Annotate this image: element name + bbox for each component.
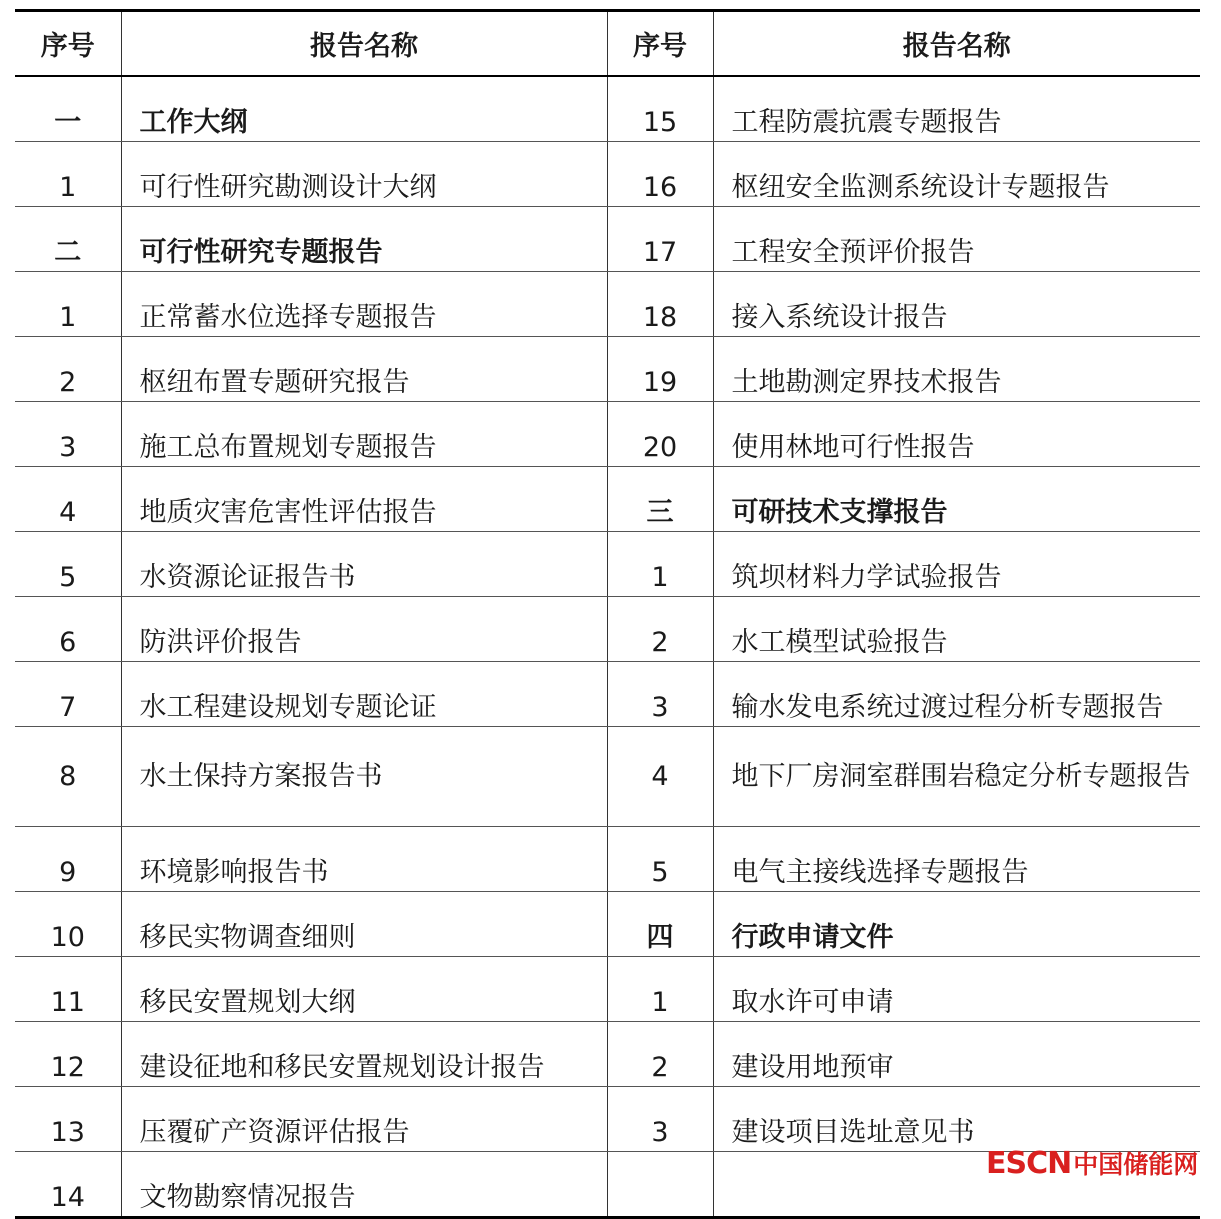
table-row: [15, 892, 1200, 957]
left-report-name-cell: 枢纽布置专题研究报告: [121, 337, 607, 402]
table-row: [15, 76, 1200, 142]
left-report-name-cell: 正常蓄水位选择专题报告: [121, 272, 607, 337]
left-report-name-cell: 可行性研究专题报告: [121, 207, 607, 272]
table-row: [15, 1022, 1200, 1087]
right-seq-cell: 2: [607, 597, 713, 662]
left-report-name-cell: 防洪评价报告: [121, 597, 607, 662]
left-seq-cell: 10: [15, 892, 121, 957]
right-seq-cell: 20: [607, 402, 713, 467]
table-row: [15, 532, 1200, 597]
left-seq-cell: 3: [15, 402, 121, 467]
table-row: [15, 142, 1200, 207]
left-seq-cell: 14: [15, 1152, 121, 1218]
header-report-name-2: 报告名称: [713, 11, 1200, 77]
right-seq-cell: 19: [607, 337, 713, 402]
right-report-name-cell: 工程防震抗震专题报告: [713, 76, 1200, 142]
left-report-name-cell: 施工总布置规划专题报告: [121, 402, 607, 467]
left-report-name-cell: 可行性研究勘测设计大纲: [121, 142, 607, 207]
right-seq-cell: 15: [607, 76, 713, 142]
left-report-name-cell: 地质灾害危害性评估报告: [121, 467, 607, 532]
right-seq-cell: 3: [607, 662, 713, 727]
left-report-name-cell: 移民实物调查细则: [121, 892, 607, 957]
report-table: [15, 9, 1200, 1219]
right-report-name-cell: 土地勘测定界技术报告: [713, 337, 1200, 402]
table-row: [15, 402, 1200, 467]
table-row: [15, 207, 1200, 272]
table-row: [15, 1087, 1200, 1152]
left-seq-cell: 11: [15, 957, 121, 1022]
table-row: [15, 727, 1200, 827]
right-report-name-cell: 建设项目选址意见书: [713, 1087, 1200, 1152]
right-report-name-cell: 电气主接线选择专题报告: [713, 827, 1200, 892]
right-seq-cell: 18: [607, 272, 713, 337]
left-seq-cell: 二: [15, 207, 121, 272]
right-report-name-cell: 使用林地可行性报告: [713, 402, 1200, 467]
right-seq-cell: 16: [607, 142, 713, 207]
left-seq-cell: 一: [15, 76, 121, 142]
right-seq-cell: 四: [607, 892, 713, 957]
right-seq-cell: 4: [607, 727, 713, 827]
left-report-name-cell: 水工程建设规划专题论证: [121, 662, 607, 727]
header-report-name: 报告名称: [121, 11, 607, 77]
right-report-name-cell: 接入系统设计报告: [713, 272, 1200, 337]
left-report-name-cell: 文物勘察情况报告: [121, 1152, 607, 1218]
right-report-name-cell: 筑坝材料力学试验报告: [713, 532, 1200, 597]
table-row: [15, 827, 1200, 892]
right-seq-cell: 三: [607, 467, 713, 532]
table-header: [15, 11, 1200, 77]
header-seq: 序号: [15, 11, 121, 77]
right-seq-cell: 17: [607, 207, 713, 272]
right-report-name-cell: 地下厂房洞室群围岩稳定分析专题报告: [713, 727, 1200, 827]
left-seq-cell: 12: [15, 1022, 121, 1087]
left-seq-cell: 13: [15, 1087, 121, 1152]
table-row: [15, 337, 1200, 402]
right-report-name-cell: 工程安全预评价报告: [713, 207, 1200, 272]
right-seq-cell: 5: [607, 827, 713, 892]
left-seq-cell: 1: [15, 272, 121, 337]
left-report-name-cell: 移民安置规划大纲: [121, 957, 607, 1022]
left-seq-cell: 4: [15, 467, 121, 532]
left-report-name-cell: 压覆矿产资源评估报告: [121, 1087, 607, 1152]
table-row: [15, 597, 1200, 662]
left-seq-cell: 7: [15, 662, 121, 727]
right-seq-cell: 1: [607, 532, 713, 597]
right-seq-cell: 1: [607, 957, 713, 1022]
right-seq-cell: 2: [607, 1022, 713, 1087]
left-report-name-cell: 环境影响报告书: [121, 827, 607, 892]
watermark-en: ESCN: [986, 1146, 1072, 1181]
watermark-cn: 中国储能网: [1073, 1150, 1199, 1179]
table-row: [15, 957, 1200, 1022]
right-seq-cell: [607, 1152, 713, 1218]
escn-watermark-logo: [986, 1146, 1198, 1182]
left-report-name-cell: 水土保持方案报告书: [121, 727, 607, 827]
right-report-name-cell: 枢纽安全监测系统设计专题报告: [713, 142, 1200, 207]
left-report-name-cell: 水资源论证报告书: [121, 532, 607, 597]
right-report-name-cell: 建设用地预审: [713, 1022, 1200, 1087]
right-report-name-cell: 输水发电系统过渡过程分析专题报告: [713, 662, 1200, 727]
right-seq-cell: 3: [607, 1087, 713, 1152]
table-row: [15, 272, 1200, 337]
right-report-name-cell: 取水许可申请: [713, 957, 1200, 1022]
left-seq-cell: 6: [15, 597, 121, 662]
left-report-name-cell: 建设征地和移民安置规划设计报告: [121, 1022, 607, 1087]
header-row: [15, 11, 1200, 77]
left-seq-cell: 2: [15, 337, 121, 402]
left-seq-cell: 9: [15, 827, 121, 892]
right-report-name-cell: 水工模型试验报告: [713, 597, 1200, 662]
table-row: [15, 467, 1200, 532]
header-seq-2: 序号: [607, 11, 713, 77]
table-body: [15, 76, 1200, 1218]
table-row: [15, 662, 1200, 727]
right-report-name-cell: 可研技术支撑报告: [713, 467, 1200, 532]
left-seq-cell: 5: [15, 532, 121, 597]
left-seq-cell: 1: [15, 142, 121, 207]
right-report-name-cell: 行政申请文件: [713, 892, 1200, 957]
left-report-name-cell: 工作大纲: [121, 76, 607, 142]
left-seq-cell: 8: [15, 727, 121, 827]
